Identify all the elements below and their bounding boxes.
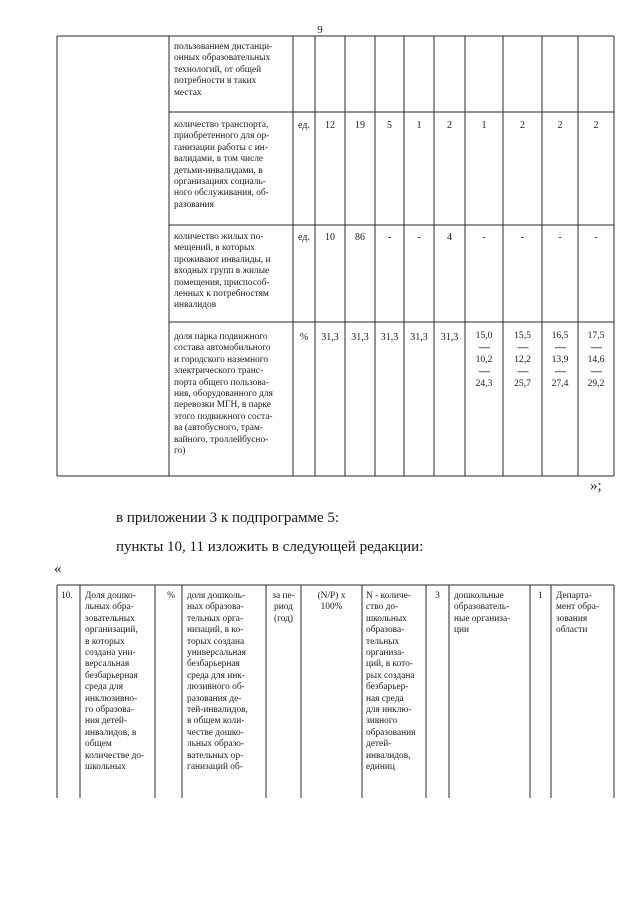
t2-variable: N - количе- ство до- школьных образова- тельных организа- ций, в кото- рых создана безбарьер- ная среда для инклю- зивного образования детей- инвалидов, единиц — [366, 591, 416, 773]
row1-value-6: 1 — [481, 120, 487, 131]
t2-name: Доля дошко- льных обра- зовательных организаций, в которых создана уни- версальная безбарьерная среда для инклюзивно- го образова- ния детей- инвалидов, в общем количестве до- школьных — [85, 591, 145, 773]
paragraph-items: пункты 10, 11 изложить в следующей редакции: — [116, 539, 424, 555]
t2-number: 10. — [61, 591, 73, 601]
row3-value-3: 31,3 — [380, 332, 399, 343]
fraction-top: 15,5 — [514, 330, 531, 341]
fraction-divider: ----- — [517, 342, 528, 353]
fraction-divider: ----- — [478, 342, 490, 353]
row2-value-7: - — [520, 232, 525, 243]
row2-value-4: - — [417, 232, 421, 243]
row3-unit: % — [299, 332, 309, 343]
t2-definition: доля дошколь- ных образова- тельных орга- низаций, в ко- торых создана универсальная безбарьерная среда для инк- люзивного об- разования де- тей-инвалидов, в общем коли- честве дошко- льных образо- вательных ор- ганизаций об- — [187, 591, 248, 773]
row3-fraction-2 — [503, 330, 542, 390]
fraction-mid: 10,2 — [475, 354, 493, 365]
fraction-divider: ----- — [590, 342, 602, 353]
fraction-mid: 13,9 — [551, 354, 569, 365]
fraction-bottom: 25,7 — [514, 378, 531, 389]
row2-value-6: - — [482, 232, 486, 243]
row1-value-7: 2 — [520, 120, 525, 131]
table1-closing: »; — [590, 478, 602, 494]
fraction-bottom: 24,3 — [475, 378, 493, 389]
row1-value-2: 19 — [355, 120, 365, 131]
t2-period: за пе- риод (год) — [272, 591, 295, 624]
fraction-divider: ----- — [478, 366, 490, 377]
fraction-bottom: 29,2 — [587, 378, 605, 389]
row3-value-5: 31,3 — [440, 332, 459, 343]
fraction-divider: ----- — [517, 366, 528, 377]
row2-value-9: - — [594, 232, 598, 243]
row1-value-5: 2 — [447, 120, 452, 131]
fraction-top: 16,5 — [551, 330, 569, 341]
t2-formula: (N/P) х 100% — [317, 591, 346, 613]
row3-value-4: 31,3 — [410, 332, 428, 343]
row1-value-4: 1 — [416, 120, 422, 131]
row3-indicator: доля парка подвижного состава автомобильного и городского наземного электрического транс- порта общего пользова- ния, оборудованного для перевозки МГН, в парке этого подвижного соста- ва (автобусного, трам- вайного, троллейбусно- го) — [174, 332, 273, 457]
fraction-divider: ----- — [554, 342, 566, 353]
row2-value-3: - — [387, 232, 392, 243]
row3-fraction-3 — [542, 330, 578, 390]
row1-unit: ед. — [298, 120, 310, 131]
row3-fraction-4 — [578, 330, 614, 390]
row3-fraction-1 — [465, 330, 503, 390]
t2-unit: % — [167, 591, 175, 601]
fraction-bottom: 27,4 — [551, 378, 569, 389]
row2-value-1: 10 — [325, 232, 335, 243]
row2-value-5: 4 — [447, 232, 452, 243]
row1-value-8: 2 — [557, 120, 563, 131]
row2-indicator: количество жилых по- мещений, в которых проживают инвалиды, и входных групп в жилые помещения, приспособ- ленных к потребностям инвалидов — [174, 232, 271, 311]
t2-col3: 3 — [435, 591, 440, 601]
fraction-divider: ----- — [554, 366, 566, 377]
fraction-mid: 12,2 — [514, 354, 531, 365]
row1-value-3: 5 — [387, 120, 392, 131]
t2-source: дошкольные образователь- ные организа- ции — [454, 591, 511, 636]
fraction-top: 17,5 — [587, 330, 605, 341]
row2-unit: ед. — [298, 232, 310, 243]
row1-indicator: количество транспорта, приобретенного для ор- ганизации работы с ин- валидами, в том числе детьми-инвалидами, в организациях социаль- ного обслуживания, об- разования — [174, 120, 270, 210]
paragraph-appendix: в приложении 3 к подпрограмме 5: — [116, 510, 340, 526]
row1-value-9: 2 — [593, 120, 599, 131]
fraction-mid: 14,6 — [587, 354, 605, 365]
row1-value-1: 12 — [325, 120, 335, 131]
t2-col1: 1 — [538, 591, 543, 601]
page-number: 9 — [317, 24, 323, 36]
fraction-top: 15,0 — [475, 330, 493, 341]
row2-value-2: 86 — [355, 232, 365, 243]
t2-responsible: Департа- мент обра- зования области — [556, 591, 599, 636]
row2-value-8: - — [558, 232, 562, 243]
row3-value-1: 31,3 — [321, 332, 339, 343]
opening-quote: « — [54, 561, 62, 577]
row3-value-2: 31,3 — [351, 332, 369, 343]
row0-indicator: пользованием дистанци- онных образовательных технологий, от общей потребности в таких местах — [174, 42, 273, 98]
fraction-divider: ----- — [590, 366, 602, 377]
